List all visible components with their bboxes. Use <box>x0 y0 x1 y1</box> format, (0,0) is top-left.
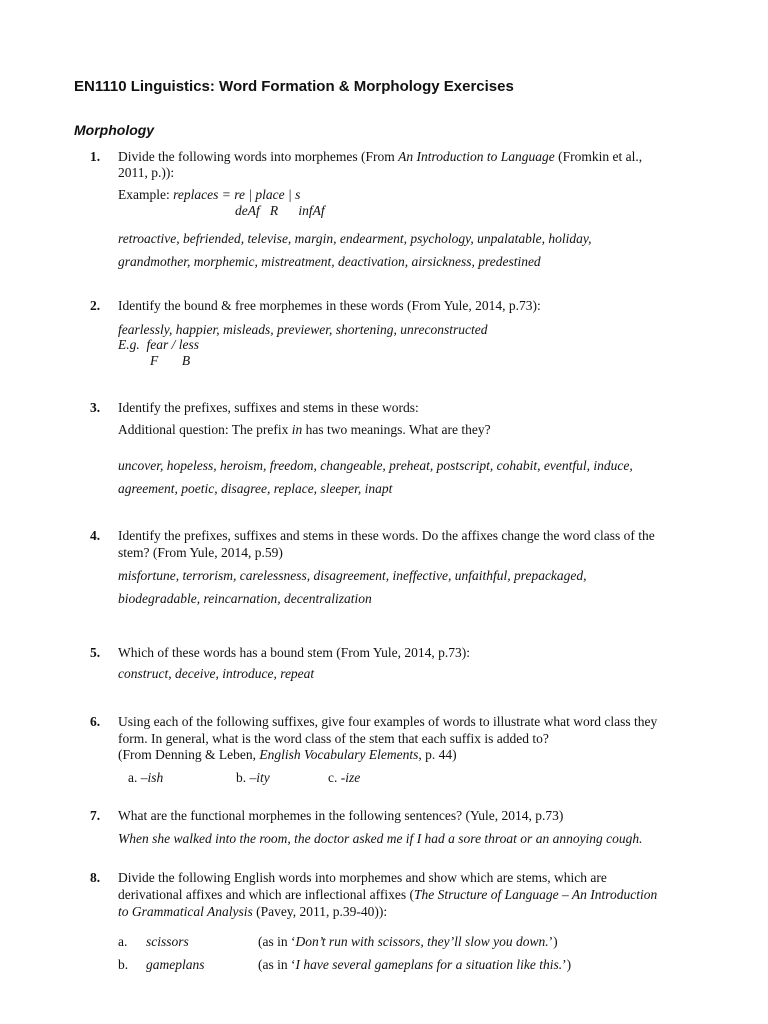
question-text: Identify the bound & free morphemes in these words (From Yule, 2014, p.73): <box>118 298 541 313</box>
text-segment: (Pavey, 2011, p.39-40)): <box>252 904 388 919</box>
question-number: 2. <box>90 298 101 313</box>
text-segment: has two meanings. What are they? <box>302 422 491 437</box>
question-text: Using each of the following suffixes, give four examples of words to illustrate what word class they <box>118 714 658 729</box>
page-title: EN1110 Linguistics: Word Formation & Morphology Exercises <box>74 78 514 95</box>
text-segment: ’) <box>562 957 572 972</box>
word-list: uncover, hopeless, heroism, freedom, changeable, preheat, postscript, cohabit, eventful, induce, <box>118 458 633 473</box>
word-list: construct, deceive, introduce, repeat <box>118 666 315 681</box>
option-suffix: –ish <box>140 770 164 785</box>
option-label: b. <box>236 770 250 785</box>
example-gloss: F B <box>150 353 191 368</box>
option-label: c. <box>328 770 341 785</box>
text-segment: (From Denning & Leben, <box>118 747 260 762</box>
text-segment: derivational affixes and which are inflectional affixes ( <box>118 887 415 902</box>
item-a-context <box>258 934 558 951</box>
question-text: Identify the prefixes, suffixes and stems in these words: <box>118 400 419 415</box>
quote-text: Don’t run with scissors, they’ll slow you down. <box>295 934 549 949</box>
text-segment: Divide the following words into morphemes (From <box>118 149 399 164</box>
question-number: 6. <box>90 714 101 729</box>
word-list: biodegradable, reincarnation, decentralization <box>118 591 372 606</box>
text-segment: (Fromkin et al., <box>554 149 643 164</box>
question-text: What are the functional morphemes in the following sentences? (Yule, 2014, p.73) <box>118 808 564 823</box>
word-list: fearlessly, happier, misleads, previewer, shortening, unreconstructed <box>118 322 488 337</box>
example-text: replaces = re | place | s <box>173 187 301 202</box>
question-text-continued <box>118 887 657 904</box>
example-gloss: deAf R infAf <box>235 203 325 218</box>
question-number: 7. <box>90 808 101 823</box>
suffix-option-a <box>128 770 163 787</box>
item-b-label: b. <box>118 957 129 972</box>
source-citation <box>118 747 457 764</box>
example-sentence: When she walked into the room, the doctor asked me if I had a sore throat or an annoying cough. <box>118 831 643 846</box>
book-title: The Structure of Language – An Introduction <box>414 887 658 902</box>
option-label: a. <box>128 770 141 785</box>
item-a-label: a. <box>118 934 128 949</box>
text-segment: Additional question: The prefix <box>118 422 292 437</box>
question-text-continued <box>118 904 387 921</box>
question-number: 1. <box>90 149 101 164</box>
question-number: 5. <box>90 645 101 660</box>
question-text: Divide the following English words into morphemes and show which are stems, which are <box>118 870 607 885</box>
item-b-context <box>258 957 571 974</box>
question-text-continued: form. In general, what is the word class of the stem that each suffix is added to? <box>118 731 549 746</box>
question-number: 3. <box>90 400 101 415</box>
book-title: English Vocabulary Elements <box>259 747 419 762</box>
question-text-continued: stem? (From Yule, 2014, p.59) <box>118 545 283 560</box>
question-text <box>118 149 642 166</box>
book-title: An Introduction to Language <box>398 149 555 164</box>
suffix-option-b <box>236 770 270 787</box>
example-line <box>118 187 300 204</box>
book-title: to Grammatical Analysis <box>118 904 253 919</box>
additional-question <box>118 422 491 439</box>
item-b-word: gameplans <box>146 957 205 972</box>
question-text-continued: 2011, p.)): <box>118 165 175 180</box>
word-list: misfortune, terrorism, carelessness, disagreement, ineffective, unfaithful, prepackaged, <box>118 568 587 583</box>
question-number: 4. <box>90 528 101 543</box>
word-list: grandmother, morphemic, mistreatment, deactivation, airsickness, predestined <box>118 254 541 269</box>
option-suffix: –ity <box>249 770 270 785</box>
section-heading: Morphology <box>74 122 155 138</box>
text-segment: (as in ‘ <box>258 957 296 972</box>
example-label: Example: <box>118 187 174 202</box>
text-segment: (as in ‘ <box>258 934 296 949</box>
text-segment: , p. 44) <box>418 747 457 762</box>
option-suffix: -ize <box>340 770 361 785</box>
question-number: 8. <box>90 870 101 885</box>
word-list: retroactive, befriended, televise, margin, endearment, psychology, unpalatable, holiday, <box>118 231 592 246</box>
item-a-word: scissors <box>146 934 189 949</box>
question-text: Identify the prefixes, suffixes and stems in these words. Do the affixes change the word class of the <box>118 528 655 543</box>
prefix-term: in <box>291 422 303 437</box>
suffix-option-c <box>328 770 360 787</box>
example-line: E.g. fear / less <box>118 337 199 352</box>
quote-text: I have several gameplans for a situation like this. <box>295 957 563 972</box>
text-segment: ’) <box>548 934 558 949</box>
word-list: agreement, poetic, disagree, replace, sleeper, inapt <box>118 481 393 496</box>
question-text: Which of these words has a bound stem (From Yule, 2014, p.73): <box>118 645 470 660</box>
